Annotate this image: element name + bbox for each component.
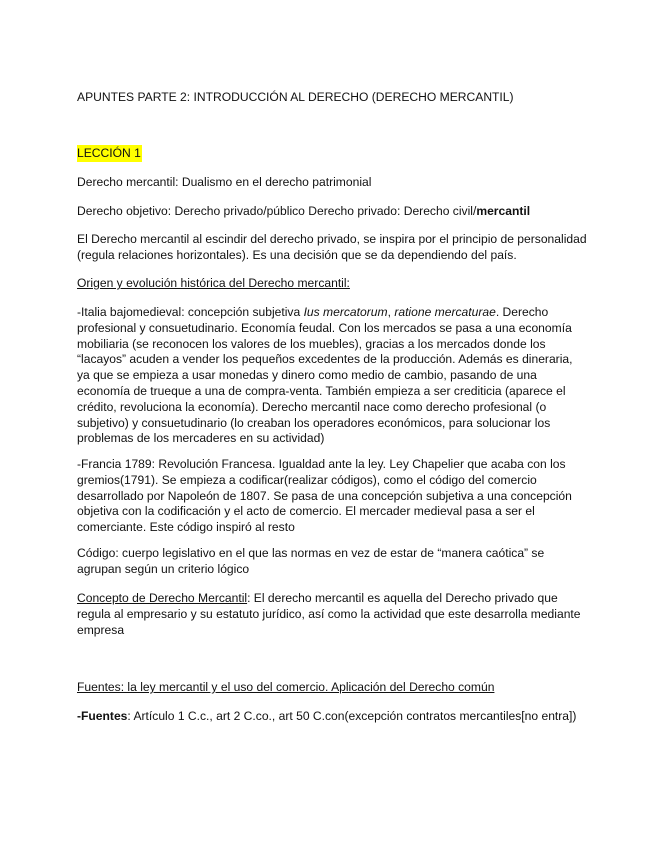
heading-fuentes: Fuentes: la ley mercantil y el uso del comercio. Aplicación del Derecho común (77, 680, 495, 694)
line-dualismo: Derecho mercantil: Dualismo en el derecho patrimonial (77, 175, 372, 189)
line-derecho-objetivo-text: Derecho objetivo: Derecho privado/público Derecho privado: Derecho civil/ (77, 204, 477, 218)
line-derecho-objetivo (77, 204, 587, 220)
concepto-label: Concepto de Derecho Mercantil (77, 591, 248, 605)
paragraph-italia (77, 305, 587, 447)
heading-origen: Origen y evolución histórica del Derecho mercantil: (77, 276, 350, 290)
italia-ius-mercatorum: Ius mercatorum (303, 305, 388, 319)
italia-intro: -Italia bajomedieval: concepción subjetiva (77, 305, 304, 319)
italia-ratione-mercaturae: ratione mercaturae (394, 305, 496, 319)
document-title: APUNTES PARTE 2: INTRODUCCIÓN AL DERECHO (DERECHO MERCANTIL) (77, 90, 514, 104)
lesson-heading (77, 146, 587, 162)
fuentes-bold-label: -Fuentes (77, 709, 128, 723)
fuentes-text: : Artículo 1 C.c., art 2 C.co., art 50 C.con(excepción contratos mercantiles[no entra]) (127, 709, 577, 723)
paragraph-personalidad: El Derecho mercantil al escindir del derecho privado, se inspira por el principio de personalidad (regula relaciones horizontales). Es una decisión que se da dependiendo del país. (77, 232, 587, 262)
italia-sep: , (387, 305, 395, 319)
lesson-highlight: LECCIÓN 1 (77, 146, 141, 160)
line-derecho-objetivo-bold: mercantil (476, 204, 531, 218)
paragraph-codigo: Código: cuerpo legislativo en el que las normas en vez de estar de “manera caótica” se agrupan según un criterio lógico (77, 546, 545, 576)
paragraph-fuentes (77, 709, 587, 725)
paragraph-concepto (77, 591, 587, 638)
paragraph-francia: -Francia 1789: Revolución Francesa. Igualdad ante la ley. Ley Chapelier que acaba con los gremios(1791). Se empieza a codificar(realizar códigos), como el código del comercio desarrollado por Napoleón de 1807. Se pasa de una concepción subjetiva a una concepción objetiva con la codificación y el acto de comercio. El mercader medieval pasa a ser el comerciante. Este código inspiró al resto (77, 457, 572, 535)
italia-body: . Derecho profesional y consuetudinario. Economía feudal. Con los mercados se pasa a una economía mobiliaria (se reconocen los valores de los muebles), gracias a los mercados donde los “lacayos” acuden a vender los pequeños excedentes de la producción. Además es dineraria, ya que se empieza a usar monedas y dinero como medio de cambio, pasando de una economía de trueque a una de compra-venta. También empieza a ser crediticia (aparece el crédito, revoluciona la economía). Derecho mercantil nace como derecho profesional (o subjetivo) y consuetudinario (lo creaban los operadores económicos, para solucionar los problemas de los mercaderes en su actividad) (77, 305, 573, 446)
concepto-text: : El derecho mercantil es aquella del Derecho privado que regula al empresario y su estatuto jurídico, así como la actividad que este desarrolla mediante empresa (77, 591, 581, 637)
